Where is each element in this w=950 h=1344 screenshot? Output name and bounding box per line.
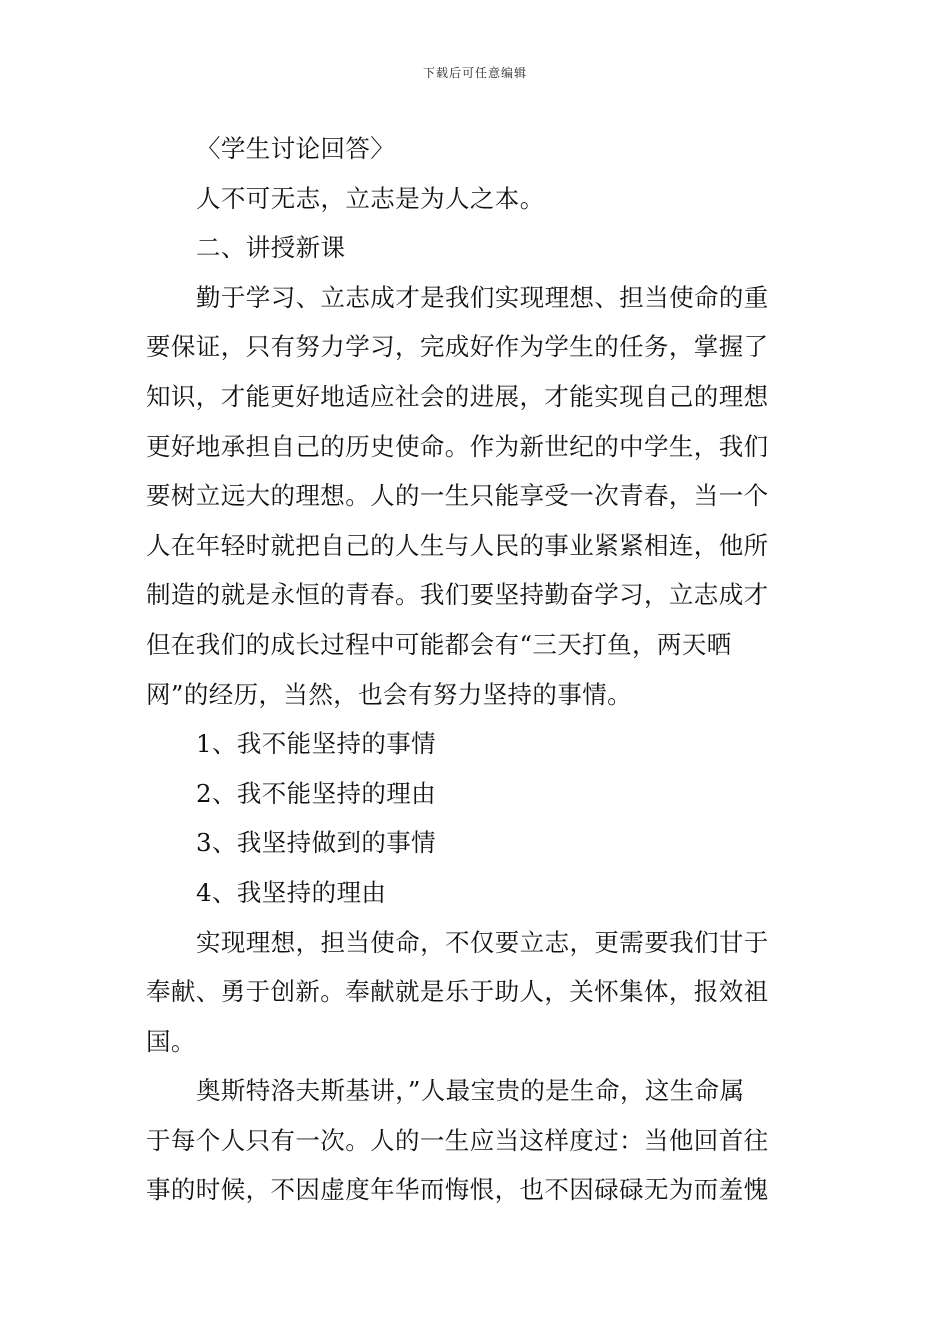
- document-body: [146, 124, 806, 1215]
- text-line: 事的时候，不因虚度年华而悔恨，也不因碌碌无为而羞愧: [146, 1175, 769, 1205]
- text-line: 更好地承担自己的历史使命。作为新世纪的中学生，我们: [146, 431, 769, 461]
- text-line: 人在年轻时就把自己的人生与人民的事业紧紧相连，他所: [146, 530, 769, 560]
- page-header-note: 下载后可任意编辑: [422, 66, 527, 80]
- text-line: 勤于学习、立志成才是我们实现理想、担当使命的重: [196, 282, 769, 312]
- text-line: 奥斯特洛夫斯基讲，”人最宝贵的是生命，这生命属: [196, 1076, 745, 1106]
- text-line: 〈学生讨论回答〉: [196, 134, 396, 163]
- text-line: 知识，才能更好地适应社会的进展，才能实现自己的理想: [146, 381, 769, 411]
- text-line: 要树立远大的理想。人的一生只能享受一次青春，当一个: [146, 481, 769, 511]
- text-line: 3、我坚持做到的事情: [196, 828, 437, 858]
- text-line: 要保证，只有努力学习，完成好作为学生的任务，掌握了: [146, 332, 769, 362]
- text-line: 二、讲授新课: [196, 233, 346, 263]
- text-line: 人不可无志，立志是为人之本。: [196, 183, 545, 213]
- text-line: 制造的就是永恒的青春。我们要坚持勤奋学习，立志成才: [146, 580, 769, 610]
- text-line: 奉献、勇于创新。奉献就是乐于助人，关怀集体，报效祖: [146, 977, 769, 1007]
- text-line: 网”的经历，当然，也会有努力坚持的事情。: [146, 679, 633, 709]
- text-line: 国。: [146, 1026, 196, 1056]
- text-line: 1、我不能坚持的事情: [196, 729, 437, 759]
- text-line: 实现理想，担当使命，不仅要立志，更需要我们甘于: [196, 927, 769, 957]
- text-line: 于每个人只有一次。人的一生应当这样度过：当他回首往: [146, 1125, 769, 1155]
- text-line: 2、我不能坚持的理由: [196, 778, 437, 808]
- text-line: 4、我坚持的理由: [196, 877, 387, 907]
- text-line: 但在我们的成长过程中可能都会有“三天打鱼，两天晒: [146, 629, 732, 659]
